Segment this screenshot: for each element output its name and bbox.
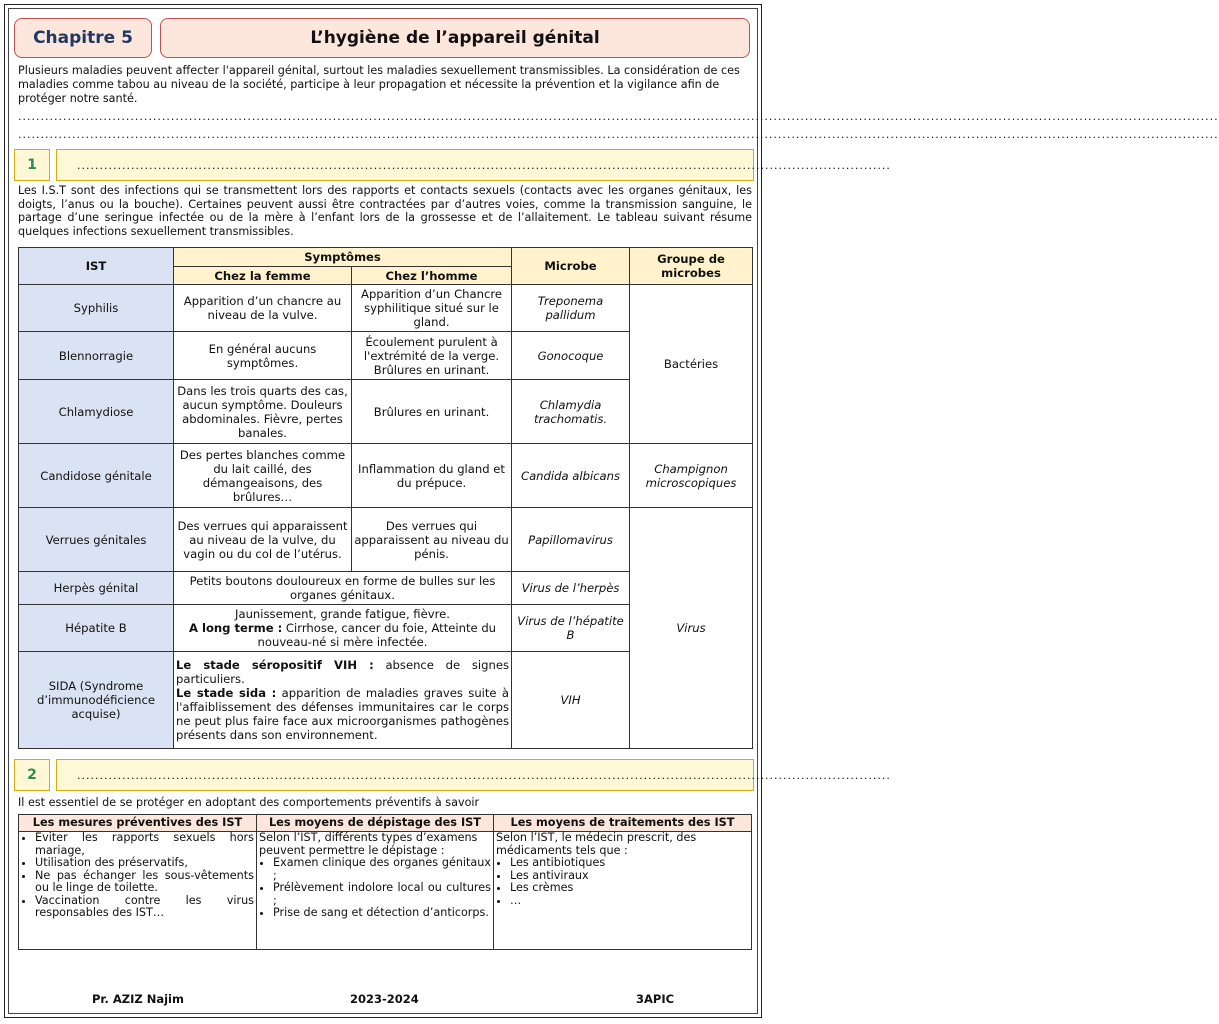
header-woman: Chez la femme [174,267,352,285]
screening-title: Les moyens de dépistage des IST [257,815,493,832]
answer-line-2: ........................................................................................................................................................................................................................................................................... [18,128,1219,141]
ist-name: Herpès génital [19,572,174,605]
ist-name: Candidose génitale [19,444,174,508]
symptom-man: Brûlures en urinant. [352,380,512,444]
table-row [19,285,753,332]
symptom-woman: Des verrues qui apparaissent au niveau de la vulve, du vagin ou du col de l’utérus. [174,508,352,572]
hepatitis-long-term-text: Cirrhose, cancer du foie, Atteinte du nouveau-né si mère infectée. [257,621,497,649]
ist-measures-box [18,814,752,950]
list-item: • Prise de sang et détection d’anticorps. [273,907,491,920]
symptom-woman: Apparition d’un chancre au niveau de la vulve. [174,285,352,332]
answer-line-1: ........................................................................................................................................................................................................................................................................... [18,110,1219,123]
group-fungi: Champignon microscopiques [630,444,753,508]
list-item: • Les antiviraux [510,870,749,883]
microbe-name: Virus de l’hépatite B [512,605,630,652]
prevention-list [21,832,254,920]
section-1-number: 1 [14,149,50,181]
table-row [19,444,753,508]
header-group: Groupe de microbes [630,248,753,285]
screening-column [257,815,494,949]
ist-name: Syphilis [19,285,174,332]
header-microbe: Microbe [512,248,630,285]
header-man: Chez l’homme [352,267,512,285]
symptom-both [174,605,512,652]
hepatitis-short-term: Jaunissement, grande fatigue, fièvre. [235,607,450,621]
aids-stage-2-text: apparition de maladies graves suite à l'affaiblissement des défenses immunitaires car le corps ne peut plus faire face aux microorganismes pathogènes présents dans son environnement. [176,686,510,742]
prevention-column [19,815,257,949]
screening-intro: Selon l’IST, différents types d’examens peuvent permettre le dépistage : [259,831,478,857]
table-row [19,508,753,572]
microbe-name: VIH [512,652,630,749]
aids-stage-1-label: Le stade séropositif VIH : [176,658,374,672]
prevention-title: Les mesures préventives des IST [19,815,256,832]
intro-paragraph: Plusieurs maladies peuvent affecter l'appareil génital, surtout les maladies sexuellement transmissibles. La considération de ces maladies comme tabou au niveau de la société, participe à leur propagation et nécessite la prévention et la vigilance afin de protéger notre santé. [18,64,740,105]
symptom-man: Écoulement purulent à l'extrémité de la verge. Brûlures en urinant. [352,332,512,380]
group-virus: Virus [630,508,753,749]
section-2-heading: ..................................................................................................................................................................................... [56,759,754,791]
header-ist: IST [19,248,174,285]
symptom-man: Apparition d’un Chancre syphilitique situé sur le gland. [352,285,512,332]
list-item: • … [510,895,749,908]
ist-name: Blennorragie [19,332,174,380]
microbe-name: Virus de l’herpès [512,572,630,605]
aids-stage-2-label: Le stade sida : [176,686,277,700]
symptom-woman: Dans les trois quarts des cas, aucun symptôme. Douleurs abdominales. Fièvre, pertes banales. [174,380,352,444]
screening-list [259,857,491,920]
section-2-text: Il est essentiel de se protéger en adoptant des comportements préventifs à savoir [18,796,480,809]
section-2-number: 2 [14,759,50,791]
footer-year: 2023-2024 [350,992,419,1006]
footer-author: Pr. AZIZ Najim [92,992,184,1006]
ist-name: Hépatite B [19,605,174,652]
list-item: • Ne pas échanger les sous-vêtements ou le linge de toilette. [35,870,254,895]
list-item: • Les crèmes [510,882,749,895]
list-item: • Eviter les rapports sexuels hors mariage, [35,832,254,857]
symptom-both: Petits boutons douloureux en forme de bulles sur les organes génitaux. [174,572,512,605]
chapter-label: Chapitre 5 [14,18,152,58]
group-bacteria: Bactéries [630,285,753,444]
list-item: • Prélèvement indolore local ou cultures ; [273,882,491,907]
symptom-man: Des verrues qui apparaissent au niveau du pénis. [352,508,512,572]
list-item: • Vaccination contre les virus responsables des IST… [35,895,254,920]
section-1-heading: ..................................................................................................................................................................................... [56,149,754,181]
treatment-intro: Selon l’IST, le médecin prescrit, des médicaments tels que : [496,831,697,857]
page-title: L’hygiène de l’appareil génital [160,18,750,58]
list-item: • Les antibiotiques [510,857,749,870]
symptom-both [174,652,512,749]
symptom-woman: Des pertes blanches comme du lait caillé, des démangeaisons, des brûlures… [174,444,352,508]
aids-stage-1-text: absence de signes particuliers. [176,658,510,686]
treatment-list [496,857,749,907]
treatment-title: Les moyens de traitements des IST [494,815,751,832]
symptom-woman: En général aucuns symptômes. [174,332,352,380]
list-item: • Utilisation des préservatifs, [35,857,254,870]
list-item: • Examen clinique des organes génitaux ; [273,857,491,882]
ist-name: SIDA (Syndrome d’immunodéficience acquise) [19,652,174,749]
treatment-column [494,815,751,949]
ist-name: Verrues génitales [19,508,174,572]
symptom-man: Inflammation du gland et du prépuce. [352,444,512,508]
hepatitis-long-term-label: A long terme : [188,621,283,635]
microbe-name: Chlamydia trachomatis. [512,380,630,444]
microbe-name: Papillomavirus [512,508,630,572]
header-symptoms: Symptômes [174,248,512,267]
section-1-text: Les I.S.T sont des infections qui se transmettent lors des rapports et contacts sexuels (contacts avec les organes génitaux, les doigts, l’anus ou la bouche). Certaines peuvent aussi être contractées par d’autres voies, comme la transmission sanguine, le partage d’une seringue infectée ou de la mère à l’enfant lors de la grossesse et de l’allaitement. Le tableau suivant résume quelques infections sexuellement transmissibles. [18,184,752,238]
microbe-name: Treponema pallidum [512,285,630,332]
microbe-name: Candida albicans [512,444,630,508]
ist-table [18,247,753,749]
footer-level: 3APIC [636,992,675,1006]
ist-name: Chlamydiose [19,380,174,444]
microbe-name: Gonocoque [512,332,630,380]
